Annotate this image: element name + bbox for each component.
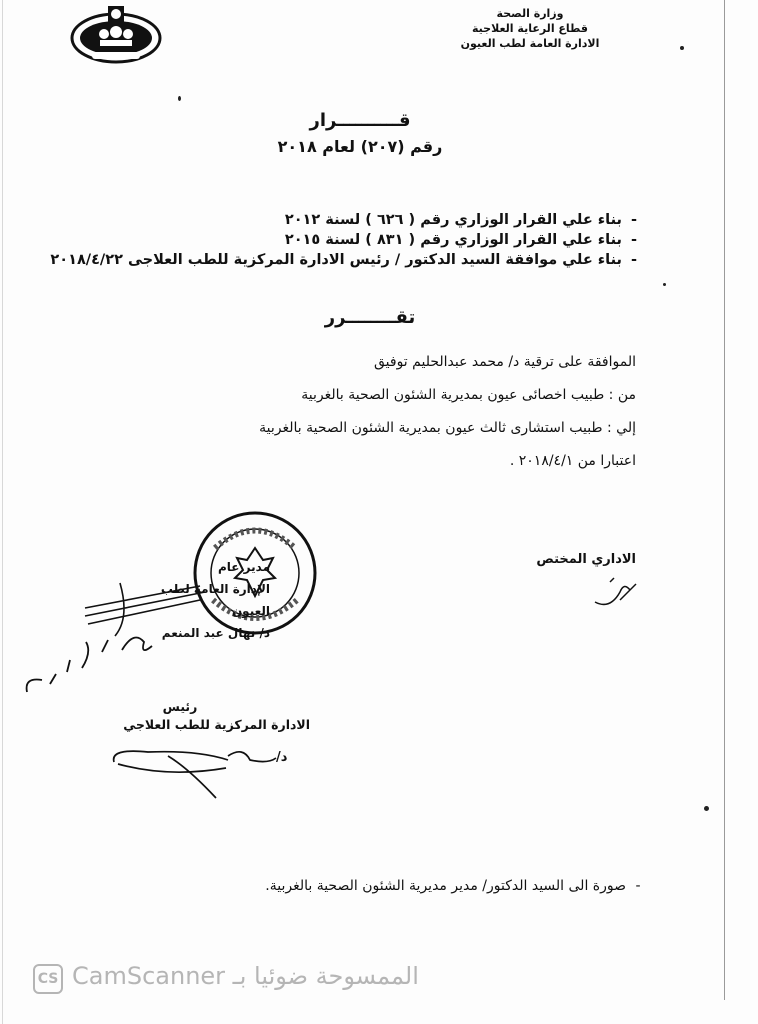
bases-list — [50, 210, 646, 270]
left-scan-edge — [2, 0, 3, 1024]
scan-speck — [704, 806, 709, 811]
camscanner-watermark: CamScanner الممسوحة ضوئيا بـ — [72, 962, 419, 990]
gm-title: مدير عام — [217, 560, 270, 574]
body-line: اعتبارا من ٢٠١٨/٤/١ . — [509, 453, 636, 469]
scan-speck — [663, 283, 666, 286]
list-item: -بناء علي القرار الوزاري رقم ( ٦٢٦ ) لسنة ٢٠١٢ — [284, 212, 638, 228]
ministry-line: قطاع الرعاية العلاجية — [472, 22, 588, 35]
ministry-header — [420, 6, 640, 51]
scan-speck — [178, 96, 181, 101]
scan-speck — [680, 46, 684, 50]
gm-department: الإدارة العامة لطب العيون — [160, 582, 270, 618]
head-pre-title: رئيس — [162, 699, 198, 714]
list-item: -بناء علي موافقة السيد الدكتور / رئيس الادارة المركزية للطب العلاجى ٢٠١٨/٤/٢٢ — [50, 252, 638, 268]
ministry-line: الادارة العامة لطب العيون — [460, 37, 600, 50]
body-line: الموافقة على ترقية د/ محمد عبدالحليم توفيق — [373, 354, 636, 370]
right-margin-line — [724, 0, 725, 1000]
head-title: الادارة المركزية للطب العلاجي — [123, 717, 310, 732]
decision-body — [176, 346, 636, 478]
head-signature — [108, 738, 278, 808]
decision-number: رقم (٢٠٧) لعام ٢٠١٨ — [277, 137, 443, 156]
handwritten-date — [22, 622, 172, 702]
ministry-logo — [70, 2, 162, 66]
copy-to-line: -صورة الى السيد الدكتور/ مدير مديرية الشئون الصحية بالغربية. — [265, 878, 641, 894]
clerk-label: الاداري المختص — [536, 552, 636, 567]
ministry-line: وزارة الصحة — [496, 7, 564, 20]
body-line: إلي : طبيب استشارى ثالث عيون بمديرية الشئون الصحية بالغربية — [259, 420, 636, 436]
camscanner-logo: CS — [33, 964, 63, 994]
central-admin-head-block — [110, 698, 310, 734]
head-dr-prefix: د/ — [276, 750, 288, 765]
gm-name: د/ نهال عبد المنعم — [161, 626, 270, 640]
clerk-signature — [590, 572, 640, 612]
list-item: -بناء علي القرار الوزاري رقم ( ٨٣١ ) لسنة ٢٠١٥ — [284, 232, 638, 248]
body-line: من : طبيب اخصائى عيون بمديرية الشئون الصحية بالغربية — [301, 387, 636, 403]
decision-title: قــــــــــرار — [309, 110, 411, 131]
decides-heading: تقــــــــرر — [324, 307, 416, 328]
